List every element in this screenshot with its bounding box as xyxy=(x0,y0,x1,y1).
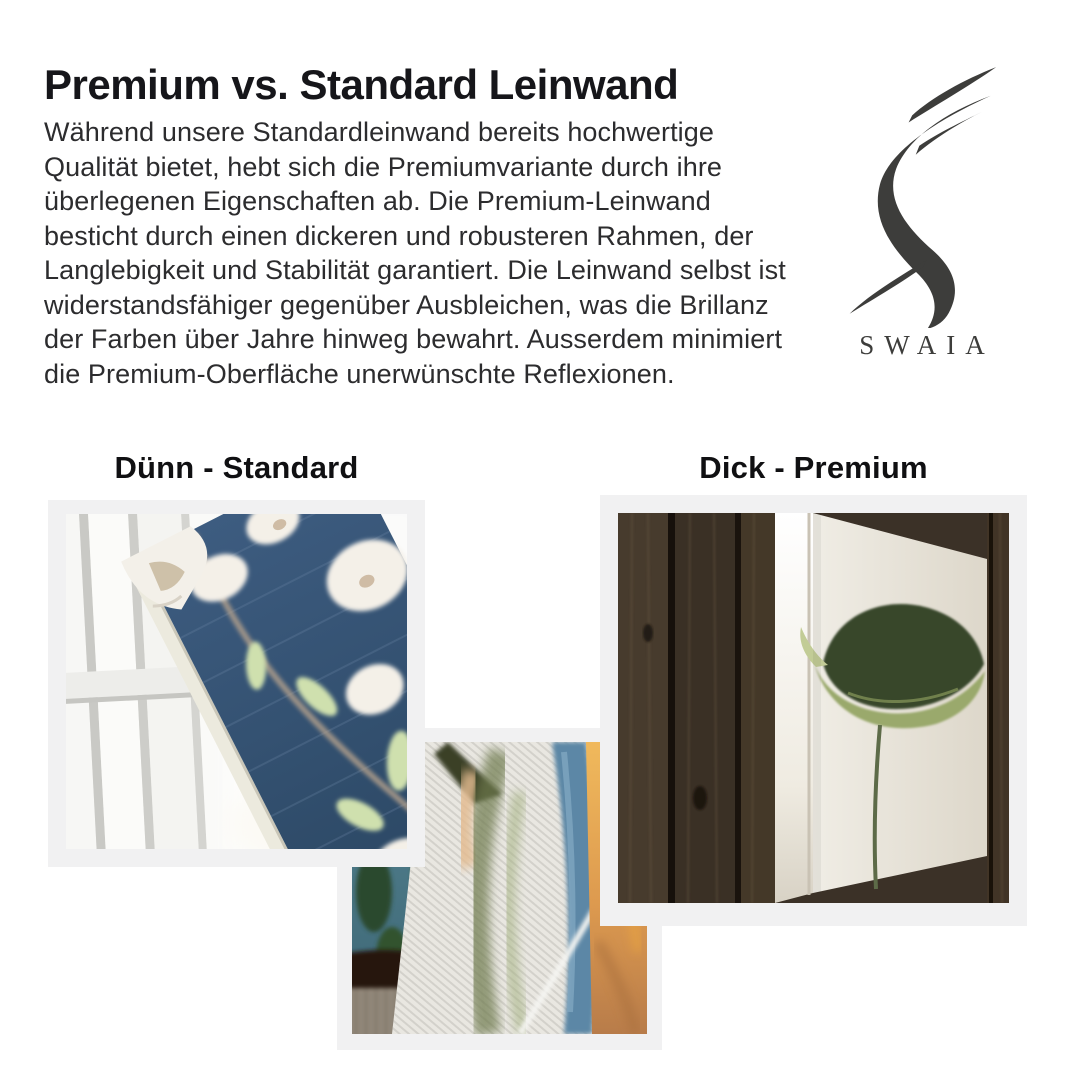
logo-wordmark: SWAIA xyxy=(859,330,995,360)
thick-premium-canvas-photo xyxy=(618,513,1009,903)
premium-canvas-card xyxy=(600,495,1027,926)
thin-standard-canvas-photo xyxy=(66,514,407,849)
standard-canvas-card xyxy=(48,500,425,867)
page-title: Premium vs. Standard Leinwand xyxy=(44,61,679,108)
premium-section-label: Dick - Premium xyxy=(699,450,928,485)
swaia-logo xyxy=(838,60,1006,370)
swaia-s-swoosh-icon xyxy=(842,60,1002,328)
standard-section-label: Dünn - Standard xyxy=(114,450,359,485)
intro-paragraph: Während unsere Standardleinwand bereits hochwertige Qualität bietet, hebt sich die Premiumvariante durch ihre überlegenen Eigenschaften ab. Die Premium-Leinwand besticht durch einen dickeren und robusteren Rahmen, der Langlebigkeit und Stabilität garantiert. Die Leinwand selbst ist widerstandsfähiger gegenüber Ausbleichen, was die Brillanz der Farben über Jahre hinweg bewahrt. Ausserdem minimiert die Premium-Oberfläche unerwünschte Reflexionen. xyxy=(44,117,786,389)
